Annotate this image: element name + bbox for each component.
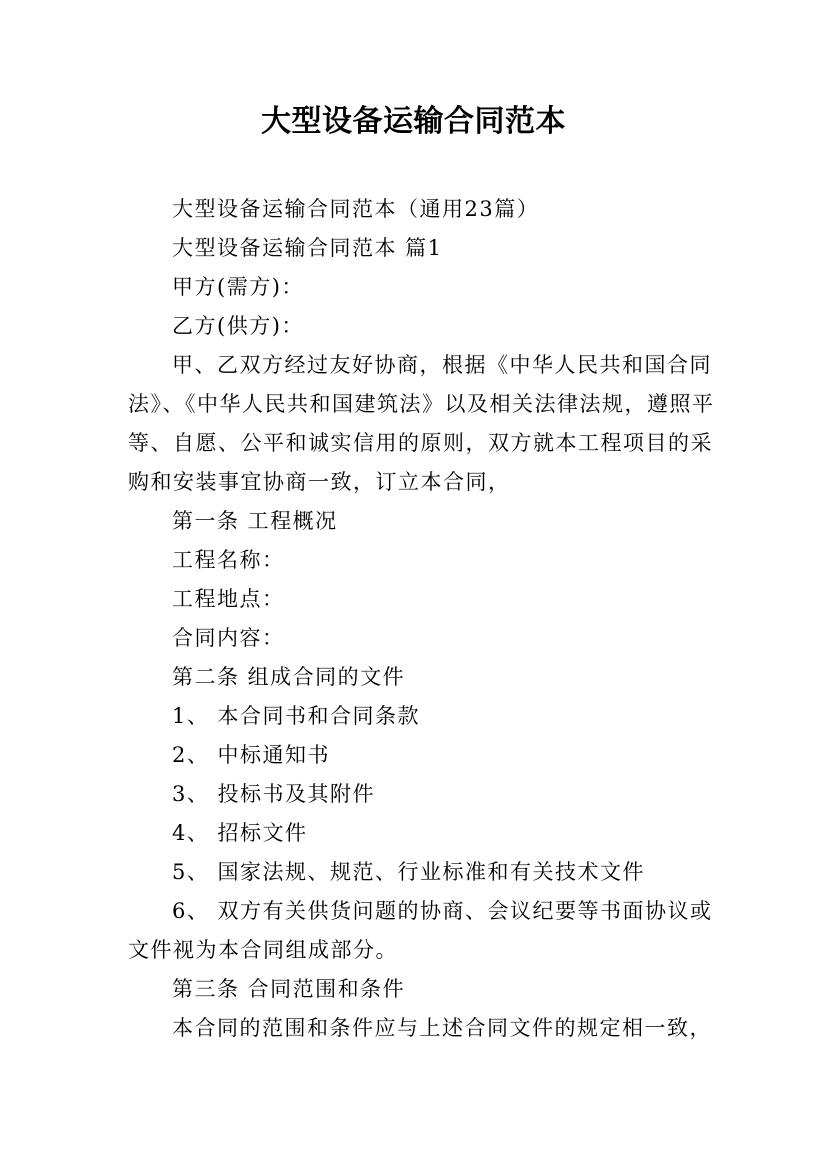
text-line: 甲方(需方)：: [172, 275, 304, 299]
list-item-4: [128, 814, 788, 853]
text-line: 4、 招标文件: [172, 821, 308, 845]
text-line: 文件视为本合同组成部分。: [128, 938, 398, 962]
text-line: 大型设备运输合同范本 篇1: [172, 236, 443, 260]
list-item-6: [128, 892, 788, 970]
text-line: 5、 国家法规、规范、行业标准和有关技术文件: [172, 860, 646, 884]
document-title: 大型设备运输合同范本: [261, 104, 566, 139]
document-body: [128, 190, 788, 1048]
paragraph-party-a: [128, 268, 788, 307]
paragraph-article-1-heading: [128, 502, 788, 541]
paragraph-project-location: [128, 580, 788, 619]
text-line: 大型设备运输合同范本（通用23篇）: [172, 197, 540, 221]
list-item-3: [128, 775, 788, 814]
list-item-1: [128, 697, 788, 736]
text-line: 2、 中标通知书: [172, 743, 331, 767]
text-line: 6、 双方有关供货问题的协商、会议纪要等书面协议或: [172, 899, 713, 923]
paragraph-subtitle: [128, 190, 788, 229]
paragraph-scope: [128, 1009, 788, 1048]
text-line: 1、 本合同书和合同条款: [172, 704, 421, 728]
text-line: 第三条 合同范围和条件: [172, 977, 406, 1001]
paragraph-project-name: [128, 541, 788, 580]
paragraph-preamble: [128, 346, 788, 502]
text-line: 甲、乙双方经过友好协商，根据《中华人民共和国合同: [172, 353, 712, 377]
text-line: 工程名称：: [172, 548, 285, 572]
text-line: 第一条 工程概况: [172, 509, 338, 533]
text-line: 第二条 组成合同的文件: [172, 665, 406, 689]
text-line: 合同内容：: [172, 626, 285, 650]
paragraph-article-3-heading: [128, 970, 788, 1009]
paragraph-party-b: [128, 307, 788, 346]
text-line: 本合同的范围和条件应与上述合同文件的规定相一致，: [172, 1016, 712, 1040]
text-line: 等、自愿、公平和诚实信用的原则，双方就本工程项目的采: [128, 431, 713, 455]
text-line: 乙方(供方)：: [172, 314, 304, 338]
text-line: 法》、《中华人民共和国建筑法》以及相关法律法规，遵照平: [128, 392, 715, 416]
paragraph-chapter-heading: [128, 229, 788, 268]
text-line: 工程地点：: [172, 587, 285, 611]
text-line: 购和安装事宜协商一致，订立本合同，: [128, 470, 511, 494]
text-line: 3、 投标书及其附件: [172, 782, 376, 806]
list-item-2: [128, 736, 788, 775]
paragraph-contract-content: [128, 619, 788, 658]
list-item-5: [128, 853, 788, 892]
paragraph-article-2-heading: [128, 658, 788, 697]
